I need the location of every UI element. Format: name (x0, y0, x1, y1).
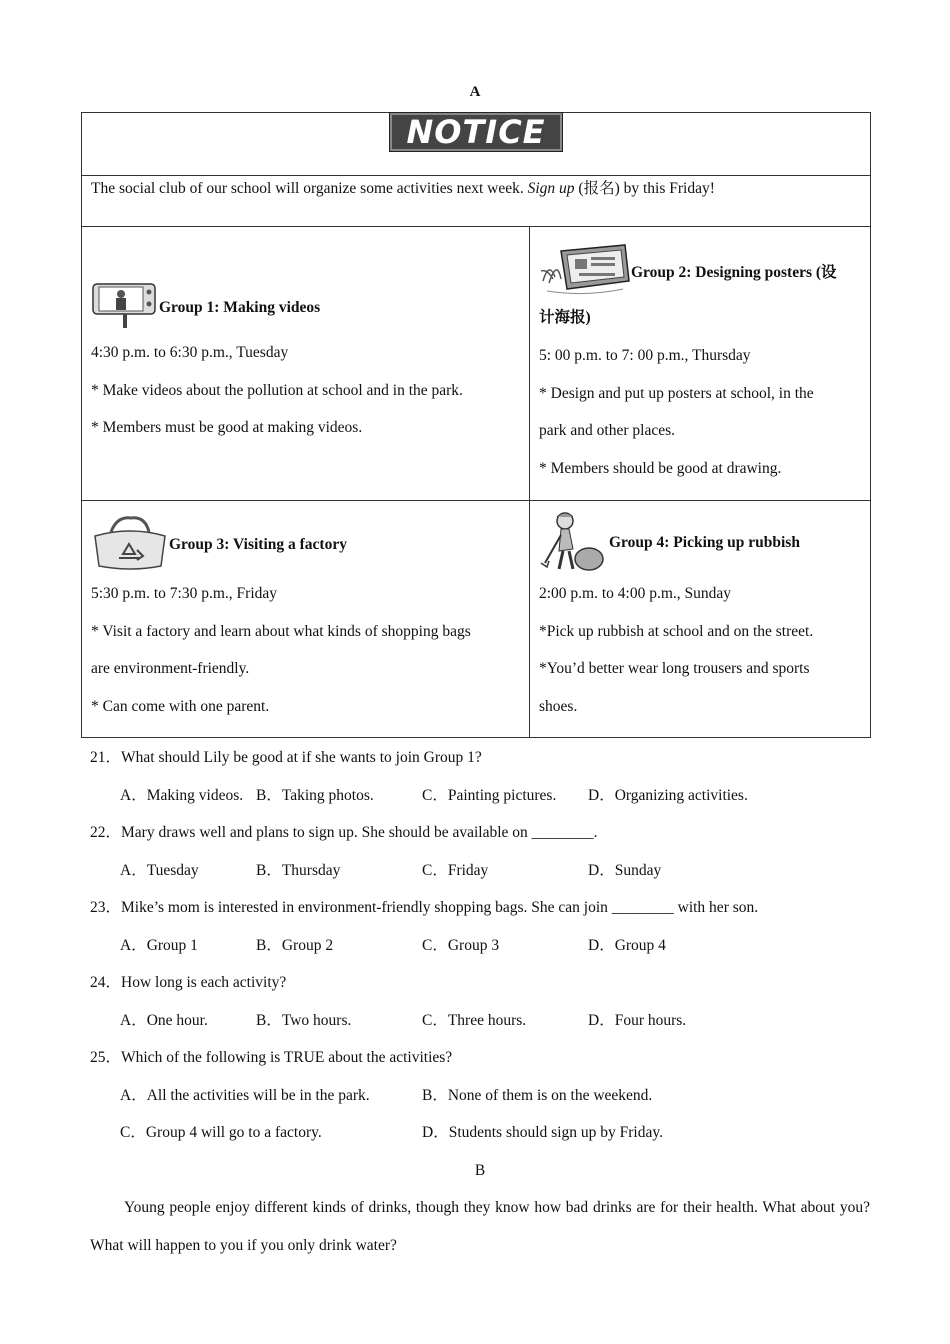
group-3-detail-3: * Can come with one parent. (91, 697, 270, 715)
group-4-time: 2:00 p.m. to 4:00 p.m., Sunday (539, 585, 732, 602)
question-25-option-c[interactable]: C．Group 4 will go to a factory. (120, 1124, 322, 1141)
group-1-detail-1: * Make videos about the pollution at school and in the park. (91, 381, 463, 399)
question-23-option-c[interactable]: C．Group 3 (422, 936, 500, 954)
tablet-poster-icon (539, 241, 631, 302)
intro-signup: Sign up (527, 180, 575, 197)
question-25-option-d[interactable]: D．Students should sign up by Friday. (422, 1124, 663, 1141)
question-21-option-d[interactable]: D．Organizing activities. (588, 786, 748, 804)
section-a-label: A (469, 84, 481, 100)
rubbish-picker-icon (539, 509, 605, 578)
group-4-detail-2: *You’d better wear long trousers and sports (539, 660, 810, 677)
question-21-option-a[interactable]: A．Making videos. (120, 786, 244, 804)
question-24-options (90, 1002, 870, 1040)
question-22-stem: 22．Mary draws well and plans to sign up. She should be available on ________. (90, 824, 598, 841)
intro-text-end: (报名) by this Friday! (574, 180, 715, 197)
group-2-title-line-2: 计海报) (539, 309, 591, 326)
question-23-option-d[interactable]: D．Group 4 (588, 936, 666, 954)
group-2-cell (530, 227, 871, 501)
question-25-option-b[interactable]: B．None of them is on the weekend. (422, 1086, 653, 1104)
notice-table (81, 112, 871, 738)
question-24-option-b[interactable]: B．Two hours. (256, 1011, 352, 1029)
group-3-heading (91, 515, 520, 575)
question-23-option-b[interactable]: B．Group 2 (256, 936, 334, 954)
group-2-detail-2: park and other places. (539, 422, 675, 439)
question-24-stem: 24．How long is each activity? (90, 974, 287, 991)
question-21-stem: 21．What should Lily be good at if she wants to join Group 1? (90, 749, 482, 766)
question-21-option-c[interactable]: C．Painting pictures. (422, 786, 557, 804)
group-1-time: 4:30 p.m. to 6:30 p.m., Tuesday (91, 344, 289, 361)
group-4-cell (530, 501, 871, 738)
recycle-bag-icon (91, 514, 169, 577)
group-1-heading (91, 282, 520, 334)
group-4-heading (539, 511, 861, 575)
group-2-detail-3: * Members should be good at drawing. (539, 459, 782, 477)
group-3-time: 5:30 p.m. to 7:30 p.m., Friday (91, 585, 277, 602)
group-3-detail-1: * Visit a factory and learn about what kinds of shopping bags (91, 622, 471, 640)
notice-intro (82, 176, 871, 227)
question-21-option-b[interactable]: B．Taking photos. (256, 786, 374, 804)
question-24-option-a[interactable]: A．One hour. (120, 1011, 208, 1029)
group-1-cell (82, 227, 530, 501)
question-24-option-d[interactable]: D．Four hours. (588, 1011, 687, 1029)
question-23-options (90, 927, 870, 965)
question-21-options (90, 777, 870, 815)
question-25-options-row-1 (90, 1077, 870, 1115)
group-2-detail-1: * Design and put up posters at school, in the (539, 384, 814, 402)
group-2-time: 5: 00 p.m. to 7: 00 p.m., Thursday (539, 347, 751, 364)
passage-b-paragraph: Young people enjoy different kinds of drinks, though they know how bad drinks are for their health. What about you? What will happen to you if you only drink water? (90, 1199, 870, 1254)
question-24-option-c[interactable]: C．Three hours. (422, 1011, 527, 1029)
question-23-option-a[interactable]: A．Group 1 (120, 936, 198, 954)
notice-title: NOTICE (390, 113, 561, 151)
phone-selfie-icon (91, 280, 159, 337)
questions-section (90, 739, 870, 1264)
group-3-detail-2: are environment-friendly. (91, 660, 250, 677)
question-25-option-a[interactable]: A．All the activities will be in the park. (120, 1086, 370, 1104)
question-25-stem: 25．Which of the following is TRUE about the activities? (90, 1049, 453, 1066)
group-4-detail-3: shoes. (539, 697, 578, 715)
group-2-title-line-1: Group 2: Designing posters (设 (631, 264, 837, 281)
group-1-detail-2: * Members must be good at making videos. (91, 419, 363, 436)
question-23-stem: 23．Mike’s mom is interested in environment-friendly shopping bags. She can join ________ with her son. (90, 899, 759, 916)
notice-title-cell (82, 113, 871, 176)
group-3-cell (82, 501, 530, 738)
question-22-option-b[interactable]: B．Thursday (256, 861, 341, 879)
question-22-option-d[interactable]: D．Sunday (588, 861, 662, 879)
group-4-detail-1: *Pick up rubbish at school and on the street. (539, 622, 814, 640)
group-3-title: Group 3: Visiting a factory (169, 536, 347, 553)
intro-text: The social club of our school will organize some activities next week. (91, 180, 528, 197)
question-22-options (90, 852, 870, 890)
group-4-title: Group 4: Picking up rubbish (609, 534, 800, 551)
group-2-heading (539, 243, 861, 299)
question-25-options-row-2 (90, 1114, 870, 1152)
group-1-title: Group 1: Making videos (159, 299, 321, 316)
question-22-option-a[interactable]: A．Tuesday (120, 861, 199, 879)
question-22-option-c[interactable]: C．Friday (422, 861, 489, 879)
section-b-label: B (474, 1161, 486, 1179)
